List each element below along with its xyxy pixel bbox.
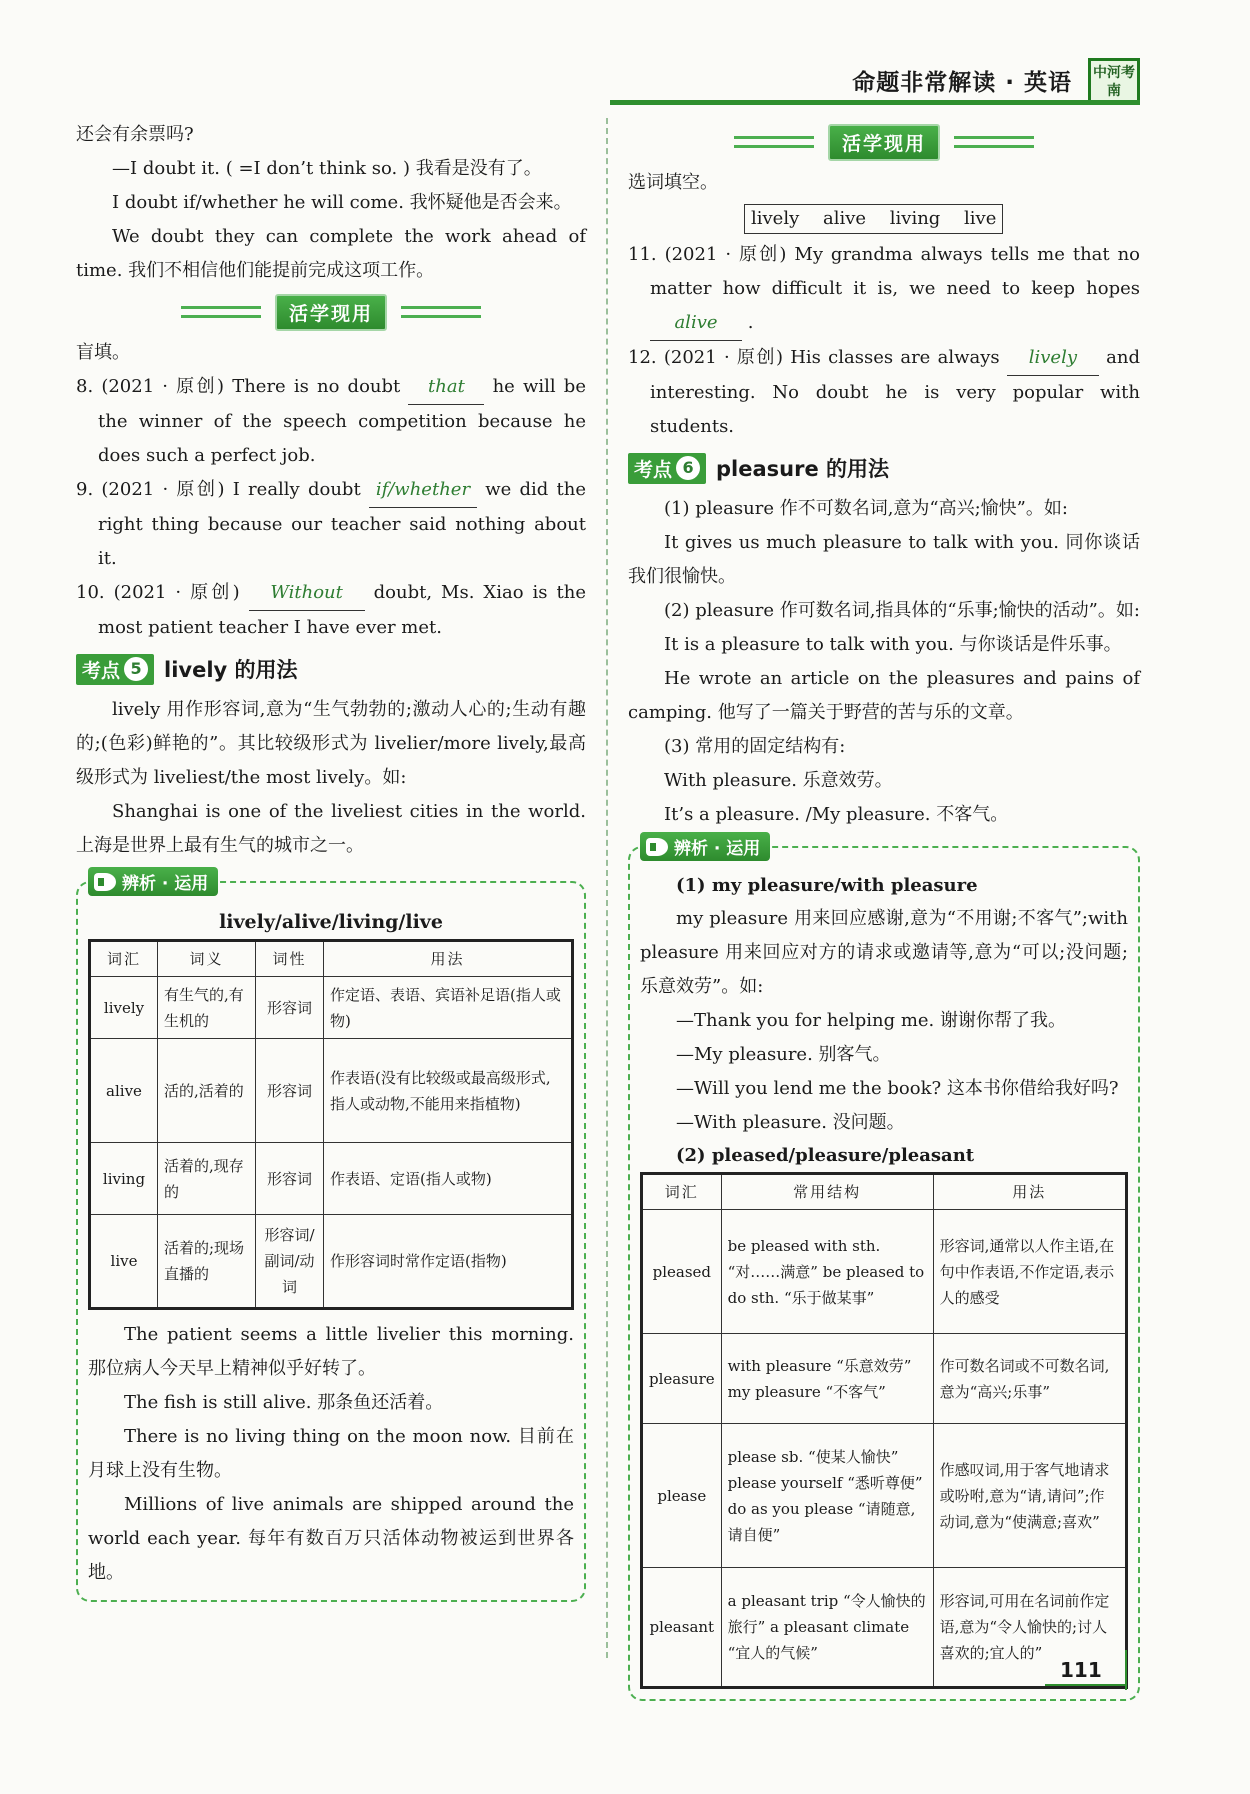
question-11: 11. (2021 · 原创) My grandma always tells me that no matter how difficult it is, we need to keep hopes alive . — [628, 238, 1140, 341]
speaker-icon — [646, 838, 668, 856]
section-line: He wrote an article on the pleasures and pains of camping. 他写了一篇关于野营的苦与乐的文章。 — [628, 668, 1140, 723]
section-heading-6 — [628, 448, 1140, 488]
section-heading-5 — [76, 649, 586, 689]
intro-line: —I doubt it. ( =I don’t think so. ) 我看是没有了。 — [112, 158, 542, 179]
table-row: living 活着的,现存的 形容词 作表语、定语(指人或物) — [90, 1143, 573, 1215]
table-row: pleasure with pleasure “乐意效劳” my pleasure “不客气” 作可数名词或不可数名词,意为“高兴;乐事” — [642, 1334, 1127, 1424]
question-10: 10. (2021 · 原创) Without doubt, Ms. Xiao is the most patient teacher I have ever met. — [76, 576, 586, 645]
sub-text: my pleasure 用来回应感谢,意为“不用谢;不客气”;with pleasure 用来回应对方的请求或邀请等,意为“可以;没问题;乐意效劳”。如: — [640, 908, 1128, 997]
analysis-box — [628, 839, 1140, 1701]
dialog-line: —Will you lend me the book? 这本书你借给我好吗? — [676, 1078, 1119, 1099]
answer-blank[interactable]: if/whether — [369, 473, 477, 508]
instruction: 盲填。 — [76, 342, 130, 363]
intro-line: We doubt they can complete the work ahead of time. 我们不相信他们能提前完成这项工作。 — [76, 226, 586, 281]
section-tag: 考点 5 — [76, 654, 154, 685]
left-column — [76, 118, 586, 1602]
practice-banner — [628, 122, 1140, 162]
section-line: (3) 常用的固定结构有: — [664, 736, 846, 757]
table-row: pleasant a pleasant trip “令人愉快的旅行” a pleasant climate “宜人的气候” 形容词,可用在名词前作定语,意为“令人愉快的;讨人喜欢的;宜人的” — [642, 1568, 1127, 1688]
table-row: please please sb. “使某人愉快” please yourself “悉听尊便” do as you please “请随意,请自便” 作感叹词,用于客气地请求或吩咐,意为“请,请问”;作动词,意为“使满意;喜欢” — [642, 1424, 1127, 1568]
intro-line: I doubt if/whether he will come. 我怀疑他是否会来。 — [112, 192, 572, 213]
table-row: live 活着的;现场直播的 形容词/副词/动词 作形容词时常作定语(指物) — [90, 1215, 573, 1309]
section-line: It’s a pleasure. /My pleasure. 不客气。 — [664, 804, 1009, 825]
table-row: alive 活的,活着的 形容词 作表语(没有比较级或最高级形式,指人或动物,不能用来指植物) — [90, 1039, 573, 1143]
answer-blank[interactable]: that — [408, 370, 484, 405]
analysis-box — [76, 874, 586, 1602]
dialog-line: —Thank you for helping me. 谢谢你帮了我。 — [676, 1010, 1066, 1031]
section-title: pleasure 的用法 — [716, 457, 890, 481]
section-line: It is a pleasure to talk with you. 与你谈话是件乐事。 — [664, 634, 1122, 655]
table-header-row: 词汇 常用结构 用法 — [642, 1174, 1127, 1210]
section-line: With pleasure. 乐意效劳。 — [664, 770, 893, 791]
section-example: Shanghai is one of the liveliest cities in the world. 上海是世界上最有生气的城市之一。 — [76, 801, 586, 856]
word-options: lively alive living live — [744, 204, 1003, 234]
sub-title: (1) my pleasure/with pleasure — [676, 875, 978, 896]
box-example: The fish is still alive. 那条鱼还活着。 — [124, 1392, 444, 1413]
answer-blank[interactable]: Without — [249, 576, 365, 611]
dialog-line: —With pleasure. 没问题。 — [676, 1112, 905, 1133]
right-column — [628, 118, 1140, 1701]
column-divider — [606, 118, 608, 1658]
header-title: 命题非常解读 · 英语 — [852, 70, 1072, 96]
section-text: lively 用作形容词,意为“生气勃勃的;激动人心的;生动有趣的;(色彩)鲜艳的”。其比较级形式为 livelier/more lively,最高级形式为 liveliest/the most lively。如: — [76, 699, 586, 788]
table-row: lively 有生气的,有生机的 形容词 作定语、表语、宾语补足语(指人或物) — [90, 977, 573, 1039]
table-header-row: 词汇 词义 词性 用法 — [90, 941, 573, 977]
question-8: 8. (2021 · 原创) There is no doubt that he will be the winner of the speech competition because he does such a perfect job. — [76, 370, 586, 473]
section-title: lively 的用法 — [164, 658, 298, 682]
answer-blank[interactable]: alive — [650, 306, 742, 341]
word-table — [88, 939, 574, 1310]
analysis-tag: 辨析 · 运用 — [640, 832, 770, 861]
answer-blank[interactable]: lively — [1007, 341, 1099, 376]
question-9: 9. (2021 · 原创) I really doubt if/whether we did the right thing because our teacher said nothing about it. — [76, 473, 586, 576]
section-line: (2) pleasure 作可数名词,指具体的“乐事;愉快的活动”。如: — [664, 600, 1140, 621]
page-header — [610, 58, 1140, 106]
page-number-rule — [1045, 1684, 1125, 1686]
header-logo: 中河考南 — [1088, 58, 1140, 104]
speaker-icon — [94, 873, 116, 891]
analysis-tag: 辨析 · 运用 — [88, 867, 218, 896]
box-example: The patient seems a little livelier this morning. 那位病人今天早上精神似乎好转了。 — [88, 1324, 574, 1379]
question-12: 12. (2021 · 原创) His classes are always lively and interesting. No doubt he is very popular with students. — [628, 341, 1140, 444]
sub-title: (2) pleased/pleasure/pleasant — [676, 1145, 975, 1166]
table-title: lively/alive/living/live — [219, 911, 443, 933]
instruction: 选词填空。 — [628, 172, 718, 193]
intro-line: 还会有余票吗? — [76, 124, 194, 145]
section-line: It gives us much pleasure to talk with you. 同你谈话我们很愉快。 — [628, 532, 1140, 587]
page-number-rule-vertical — [1125, 1650, 1127, 1690]
practice-banner-label: 活学现用 — [828, 124, 940, 161]
practice-banner-label: 活学现用 — [275, 294, 387, 331]
section-line: (1) pleasure 作不可数名词,意为“高兴;愉快”。如: — [664, 498, 1068, 519]
section-tag: 考点 6 — [628, 453, 706, 484]
table-row: pleased be pleased with sth. “对……满意” be pleased to do sth. “乐于做某事” 形容词,通常以人作主语,在句中作表语,不作定语,表示人的感受 — [642, 1210, 1127, 1334]
practice-banner — [76, 292, 586, 332]
word-table — [640, 1172, 1128, 1689]
page-number: 111 — [1060, 1658, 1102, 1682]
header-rule — [610, 100, 1140, 105]
dialog-line: —My pleasure. 别客气。 — [676, 1044, 891, 1065]
box-example: Millions of live animals are shipped around the world each year. 每年有数百万只活体动物被运到世界各地。 — [88, 1494, 574, 1583]
box-example: There is no living thing on the moon now. 目前在月球上没有生物。 — [88, 1426, 574, 1481]
